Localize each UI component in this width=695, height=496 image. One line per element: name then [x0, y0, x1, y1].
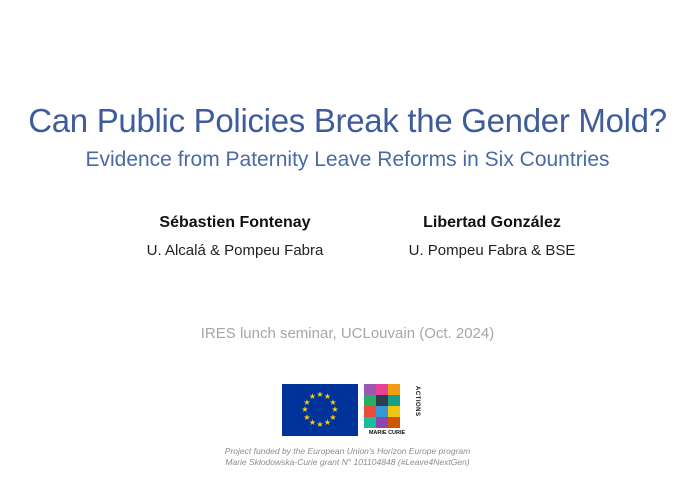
logo-tile [388, 395, 400, 406]
star-icon: ★ [303, 412, 311, 422]
author-block-1 [105, 212, 365, 261]
logo-tile [364, 395, 376, 406]
slide-subtitle: Evidence from Paternity Leave Reforms in Six Countries [85, 148, 610, 171]
star-icon: ★ [303, 397, 311, 407]
logo-tile [364, 406, 376, 417]
event-line: IRES lunch seminar, UCLouvain (Oct. 2024) [200, 325, 495, 342]
marie-curie-label: MARIE CURIE [368, 430, 406, 436]
star-icon: ★ [323, 417, 332, 427]
star-icon: ★ [316, 390, 324, 399]
eu-flag-icon [282, 384, 358, 436]
author-block-2 [362, 212, 622, 261]
logo-tile [376, 395, 388, 406]
star-icon: ★ [308, 392, 317, 401]
logo-tile [376, 384, 388, 395]
logo-tile [388, 406, 400, 417]
star-icon: ★ [329, 412, 337, 422]
funding-line-1: Project funded by the European Union's Horizon Europe program [224, 446, 471, 456]
marie-curie-actions: ACTIONS [414, 386, 420, 417]
star-icon: ★ [323, 392, 332, 401]
logo-tile [388, 384, 400, 395]
logo-tile [388, 417, 400, 428]
author-affiliation: U. Pompeu Fabra & BSE [408, 242, 576, 259]
logo-tile [376, 417, 388, 428]
logo-tile [376, 406, 388, 417]
star-icon: ★ [316, 420, 324, 429]
star-icon: ★ [308, 417, 317, 427]
slide-title: Can Public Policies Break the Gender Mold? [28, 102, 667, 139]
logo-tile [364, 417, 376, 428]
funding-line-2: Marie Skłodowska-Curie grant N° 101104848 (#Leave4NextGen) [225, 457, 470, 467]
author-affiliation: U. Alcalá & Pompeu Fabra [146, 242, 324, 259]
marie-curie-logo [364, 384, 422, 438]
star-icon: ★ [329, 397, 337, 407]
logo-tile [364, 384, 376, 395]
author-name: Libertad González [423, 214, 561, 231]
funder-logos [282, 384, 422, 438]
author-name: Sébastien Fontenay [159, 214, 311, 231]
star-icon: ★ [301, 405, 309, 414]
star-icon: ★ [331, 405, 339, 414]
funding-note [0, 446, 695, 468]
